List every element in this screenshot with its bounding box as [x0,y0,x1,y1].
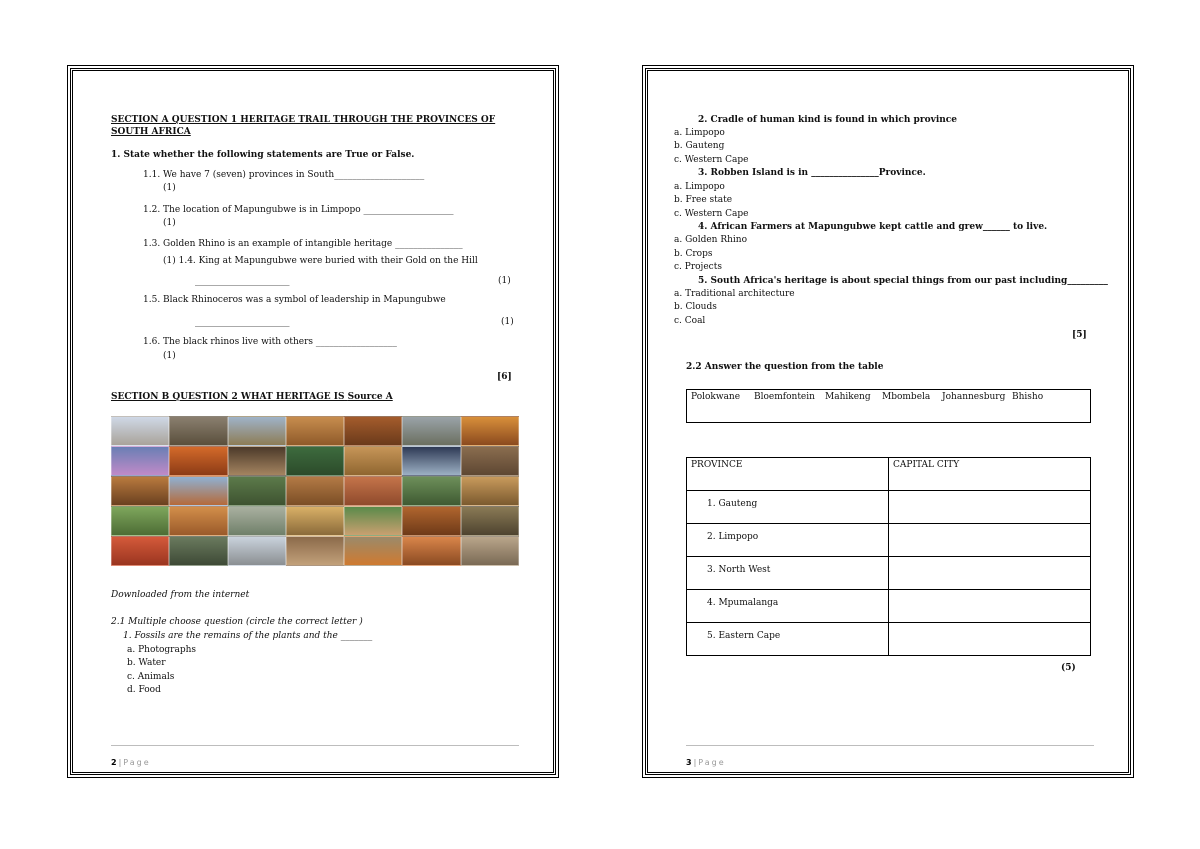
item-1-4: (1) 1.4. King at Mapungubwe were buried with their Gold on the Hill [163,256,478,266]
q5-option-c: c. Coal [674,316,706,326]
page-label: Page [123,758,151,767]
item-1-5-mark: (1) [501,317,514,327]
table-total: (5) [1061,663,1076,673]
capital-answer-cell[interactable] [889,623,1091,656]
item-1-5: 1.5. Black Rhinoceros was a symbol of leadership in Mapungubwe [143,295,446,305]
table-row [687,491,1091,524]
section-a-title-line2: SOUTH AFRICA [111,127,191,137]
footer-divider [111,745,519,746]
item-1-2: 1.2. The location of Mapungubwe is in Limpopo ____________________ [143,205,454,215]
item-1-6: 1.6. The black rhinos live with others __________________ [143,337,397,347]
item-1-1: 1.1. We have 7 (seven) provinces in South____________________ [143,170,425,180]
table-header-row [687,458,1091,491]
mcq-q1-option-b: b. Water [127,658,166,668]
capital-cities-box [686,389,1091,423]
mcq-q1: 1. Fossils are the remains of the plants and the _______ [123,631,373,641]
q3-option-a: a. Limpopo [674,182,725,192]
province-eastern-cape: 5. Eastern Cape [687,623,889,656]
mcq-heading: 2.1 Multiple choose question (circle the correct letter ) [111,617,363,627]
page-number: 2 [111,758,117,767]
q3-text: 3. Robben Island is in _______________Province. [698,168,926,178]
page-3 [645,68,1131,775]
item-1-5-blank: _____________________ [195,317,290,327]
q4-option-c: c. Projects [674,262,722,272]
footer-divider [686,745,1094,746]
mcq-total: [5] [1072,330,1087,340]
section-a-title: SECTION A QUESTION 1 HERITAGE TRAIL THROUGH THE PROVINCES OF [111,115,496,125]
table-row [687,623,1091,656]
city-mahikeng: Mahikeng [825,392,871,402]
q3-option-b: b. Free state [674,195,733,205]
q2-option-c: c. Western Cape [674,155,749,165]
table-row [687,524,1091,557]
page-footer [686,758,726,767]
province-limpopo: 2. Limpopo [687,524,889,557]
q5-option-b: b. Clouds [674,302,717,312]
q2-option-a: a. Limpopo [674,128,725,138]
page-2 [70,68,556,775]
q5-text: 5. South Africa's heritage is about special things from our past including_________ [698,276,1108,286]
item-1-4-blank: _____________________ [195,276,290,286]
item-1-2-mark: (1) [163,218,176,228]
city-mbombela: Mbombela [882,392,931,402]
q5-option-a: a. Traditional architecture [674,289,795,299]
q22-heading: 2.2 Answer the question from the table [686,362,884,372]
q2-option-b: b. Gauteng [674,141,725,151]
item-1-1-mark: (1) [163,183,176,193]
q4-option-a: a. Golden Rhino [674,235,747,245]
q4-text: 4. African Farmers at Mapungubwe kept cattle and grew______ to live. [698,222,1048,232]
mcq-q1-option-d: d. Food [127,685,161,695]
q3-option-c: c. Western Cape [674,209,749,219]
province-capital-table [686,457,1091,656]
capital-answer-cell[interactable] [889,557,1091,590]
section-b-title-text: SECTION B QUESTION 2 WHAT HERITAGE IS [111,392,345,402]
footer-separator: | [693,758,697,767]
item-1-6-mark: (1) [163,351,176,361]
capital-answer-cell[interactable] [889,491,1091,524]
capital-answer-cell[interactable] [889,590,1091,623]
item-1-3: 1.3. Golden Rhino is an example of intangible heritage _______________ [143,239,463,249]
city-bhisho: Bhisho [1012,392,1044,402]
header-province: PROVINCE [687,458,889,491]
image-caption: Downloaded from the internet [111,590,250,600]
city-bloemfontein: Bloemfontein [754,392,815,402]
mcq-q1-option-c: c. Animals [127,672,175,682]
province-mpumalanga: 4. Mpumalanga [687,590,889,623]
header-capital-city: CAPITAL CITY [889,458,1091,491]
page-number: 3 [686,758,692,767]
item-1-4-mark: (1) [498,276,511,286]
page-label: Page [698,758,726,767]
table-row [687,557,1091,590]
source-label: Source A [347,392,393,402]
capital-answer-cell[interactable] [889,524,1091,557]
q1-heading: 1. State whether the following statements are True or False. [111,150,415,160]
mcq-q1-option-a: a. Photographs [127,645,196,655]
q2-text: 2. Cradle of human kind is found in which province [698,115,957,125]
section-b-title [111,392,393,403]
table-row [687,590,1091,623]
heritage-image-collage [111,416,519,566]
q4-option-b: b. Crops [674,249,713,259]
footer-separator: | [118,758,122,767]
section-a-total: [6] [497,372,512,382]
province-gauteng: 1. Gauteng [687,491,889,524]
city-johannesburg: Johannesburg [942,392,1006,402]
page-footer [111,758,151,767]
province-north-west: 3. North West [687,557,889,590]
city-polokwane: Polokwane [691,392,741,402]
